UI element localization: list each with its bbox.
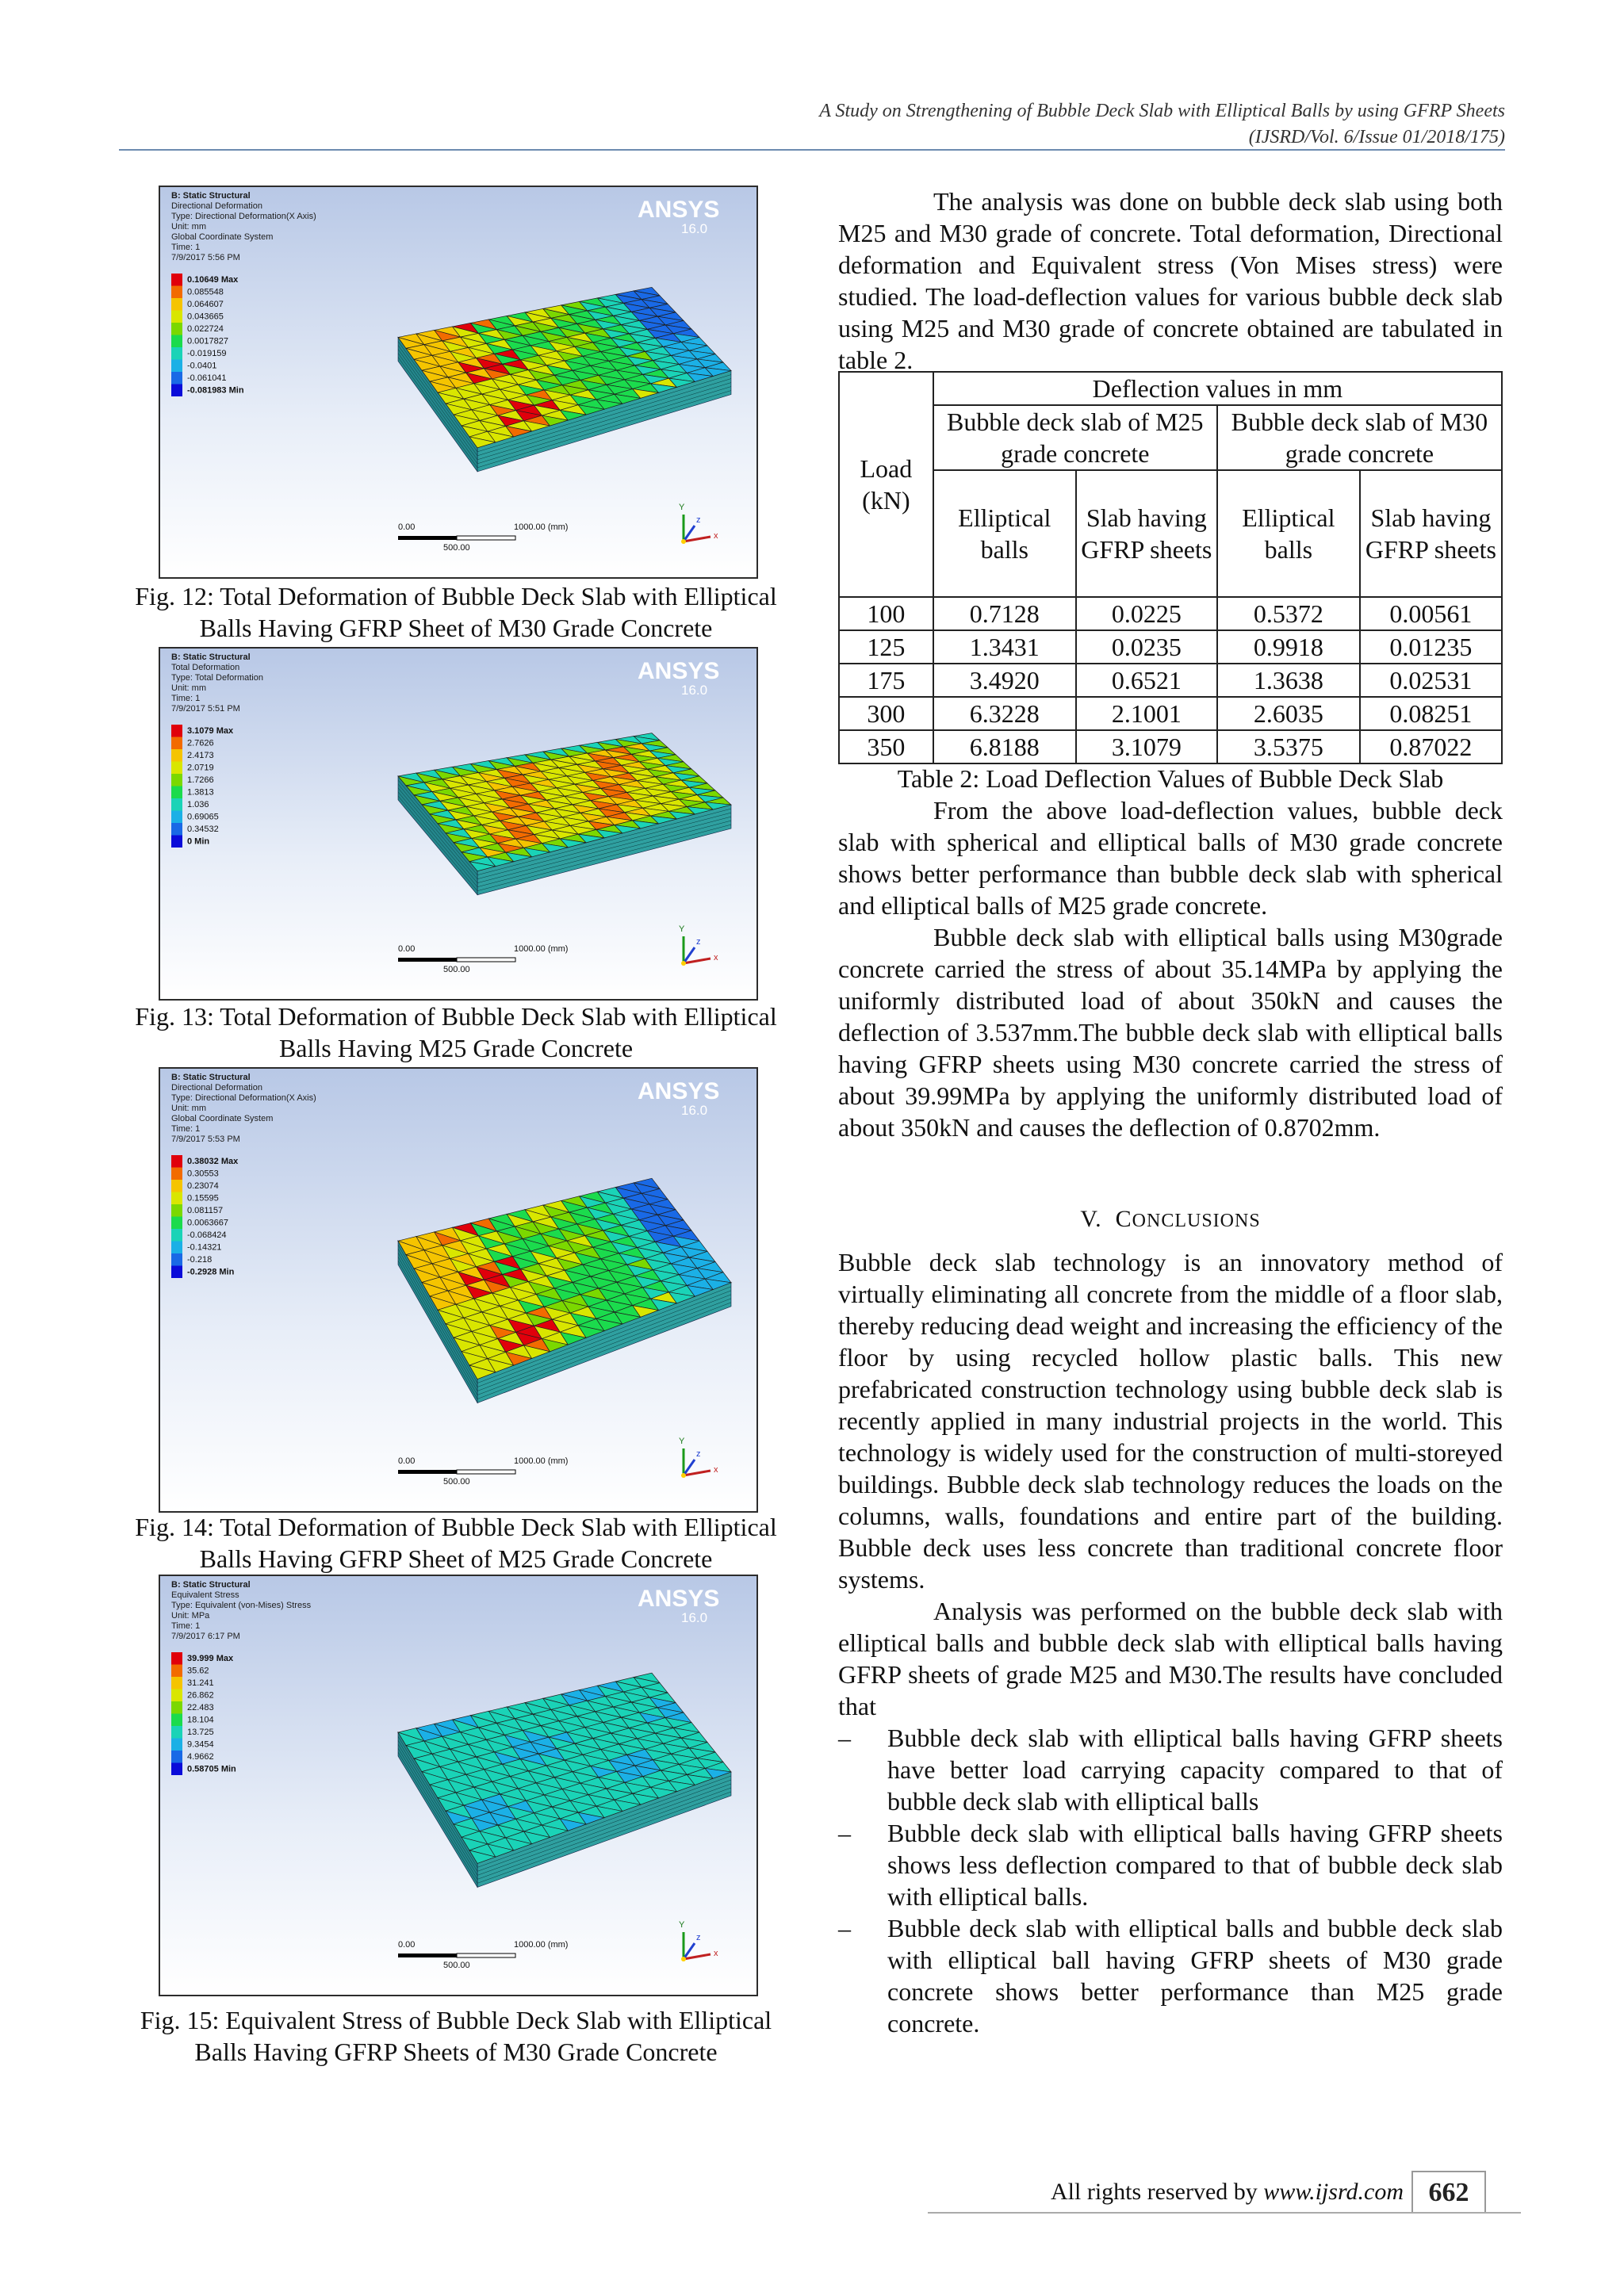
ansys-version: 16.0 (681, 683, 708, 698)
ansys-info-line: Equivalent Stress (171, 1590, 239, 1600)
list-item-text: Bubble deck slab with elliptical balls and bubble deck slab with elliptical ball having GFRP sheets of M30 grade concrete shows better performance than M25 grade concrete. (887, 1914, 1503, 2038)
legend-value: -0.081983 Min (187, 385, 244, 396)
legend-value: 1.036 (187, 800, 209, 809)
table-cell: 0.7128 (933, 597, 1076, 630)
scale-label-left: 0.00 (398, 944, 416, 954)
m30-elliptical-header: Elliptical balls (1217, 470, 1360, 597)
legend-value: -0.14321 (187, 1242, 222, 1253)
table-cell: 6.3228 (933, 697, 1076, 730)
ansys-version: 16.0 (681, 1610, 708, 1625)
ansys-info-line: Type: Directional Deformation(X Axis) (171, 1093, 316, 1103)
ansys-info-line: Total Deformation (171, 663, 240, 672)
header-title: A Study on Strengthening of Bubble Deck Slab with Elliptical Balls by using GFRP Sheets (819, 101, 1505, 121)
list-item (838, 1912, 1503, 2039)
footer-prefix: All rights reserved by (1051, 2179, 1264, 2205)
intro-paragraph: The analysis was done on bubble deck slab using both M25 and M30 grade of concrete. Total deformation, Directional deformation and Equivalent stress (Von Mises stress) were studied. The load-deflection values for various bubble deck slab using M25 and M30 grade of concrete obtained are tabulated in table 2. (838, 187, 1503, 374)
figure-15-caption: Fig. 15: Equivalent Stress of Bubble Deck Slab with Elliptical Balls Having GFRP Sheets of M30 Grade Concrete (140, 2006, 772, 2066)
list-item-text: Bubble deck slab with elliptical balls having GFRP sheets shows less deflection compared to that of bubble deck slab with elliptical balls. (887, 1819, 1503, 1911)
section-title-first: C (1115, 1206, 1132, 1232)
table-cell: 0.00561 (1360, 597, 1502, 630)
legend-value: -0.218 (187, 1255, 213, 1265)
table-cell: 1.3638 (1217, 664, 1360, 697)
ansys-info-line: B: Static Structural (171, 1580, 251, 1590)
ansys-info-line: 7/9/2017 5:51 PM (171, 704, 240, 714)
ansys-version: 16.0 (681, 1103, 708, 1118)
legend-value: 0.085548 (187, 287, 224, 297)
figure-14 (159, 1067, 758, 1513)
legend-value: 9.3454 (187, 1739, 214, 1750)
legend-value: 39.999 Max (187, 1654, 234, 1663)
table-row (839, 630, 1502, 664)
legend-value: 0.081157 (187, 1206, 224, 1215)
figure-13 (159, 647, 758, 1001)
table-cell: 3.1079 (1076, 730, 1217, 763)
bullet-dash: – (838, 1914, 851, 1942)
scale-label-mid: 500.00 (443, 1477, 470, 1487)
legend-value: 0.69065 (187, 812, 219, 822)
conclusions-paragraph-1: Bubble deck slab technology is an innovatory method of virtually eliminating all concrete from the middle of a floor slab, thereby reducing dead weight and increasing the efficiency of the floor by using recycled hollow plastic balls. This new prefabricated construction technology using bubble deck slab is recently applied in many industrial projects in the world. This technology is widely used for the construction of multi-storeyed buildings. Bubble deck slab technology reduces the loads on the columns, walls, foundations and entire part of the building. Bubble deck uses less concrete than traditional concrete floor systems. (838, 1248, 1503, 1594)
table-cell: 0.08251 (1360, 697, 1502, 730)
table-cell: 2.6035 (1217, 697, 1360, 730)
table-cell: 125 (839, 630, 933, 664)
legend-value: -0.068424 (187, 1230, 227, 1240)
legend-value: 35.62 (187, 1666, 209, 1676)
conclusions-paragraph-2: Analysis was performed on the bubble deck slab with elliptical balls and bubble deck slab with elliptical balls having GFRP sheets of grade M25 and M30.The results have concluded that (838, 1597, 1503, 1720)
axis-x-label: x (714, 531, 718, 541)
header-journal: (IJSRD/Vol. 6/Issue 01/2018/175) (1248, 127, 1505, 147)
conclusions-list (838, 1722, 1503, 2039)
table-row (839, 730, 1502, 763)
legend-value: 0.064607 (187, 300, 224, 309)
ansys-info-line: B: Static Structural (171, 652, 251, 662)
figure-14-caption: Fig. 14: Total Deformation of Bubble Deck Slab with Elliptical Balls Having GFRP Sheet of M25 Grade Concrete (135, 1513, 777, 1573)
legend-value: 0.0017827 (187, 336, 228, 346)
ansys-version: 16.0 (681, 221, 708, 236)
table-cell: 0.01235 (1360, 630, 1502, 664)
ansys-logo: ANSYS (638, 1078, 720, 1104)
ansys-info-line: Unit: MPa (171, 1611, 210, 1621)
legend-value: 0.10649 Max (187, 275, 239, 285)
legend-value: 26.862 (187, 1690, 214, 1701)
table-cell: 3.5375 (1217, 730, 1360, 763)
m30-gfrp-header: Slab having GFRP sheets (1360, 470, 1502, 597)
table-row (839, 697, 1502, 730)
legend-value: 1.3813 (187, 787, 214, 798)
list-item-text: Bubble deck slab with elliptical balls having GFRP sheets have better load carrying capacity compared to that of bubble deck slab with elliptical balls (887, 1724, 1503, 1816)
ansys-info-line: 7/9/2017 6:17 PM (171, 1632, 240, 1641)
table-cell: 0.5372 (1217, 597, 1360, 630)
ansys-info-line: 7/9/2017 5:56 PM (171, 253, 240, 262)
axis-y-label: Y (679, 503, 685, 512)
scale-label-left: 0.00 (398, 1940, 416, 1950)
figure-12 (159, 186, 758, 579)
legend-value: 0.38032 Max (187, 1157, 239, 1166)
deflection-table (838, 371, 1503, 764)
ansys-info-line: Directional Deformation (171, 1083, 262, 1093)
legend-value: -0.061041 (187, 373, 227, 383)
results-paragraph-1: From the above load-deflection values, bubble deck slab with spherical and elliptical balls of M30 grade concrete shows better performance than bubble deck slab with spherical and elliptical balls of M25 grade concrete. (838, 796, 1503, 920)
table-cell: 0.6521 (1076, 664, 1217, 697)
figure-15 (159, 1575, 758, 1996)
legend-value: 22.483 (187, 1703, 214, 1712)
ansys-info-line: Unit: mm (171, 1104, 206, 1113)
bullet-dash: – (838, 1724, 851, 1752)
group-header: Deflection values in mm (933, 372, 1502, 405)
scale-label-mid: 500.00 (443, 543, 470, 553)
ansys-info-line: Time: 1 (171, 243, 201, 252)
ansys-plot (160, 1576, 756, 1995)
ansys-logo: ANSYS (638, 1586, 720, 1612)
table-cell: 0.87022 (1360, 730, 1502, 763)
legend-value: 2.0719 (187, 763, 214, 773)
scale-label-mid: 500.00 (443, 1961, 470, 1970)
ansys-info-line: 7/9/2017 5:53 PM (171, 1135, 240, 1144)
legend-value: 0.34532 (187, 825, 219, 834)
ansys-info-line: Type: Directional Deformation(X Axis) (171, 212, 316, 221)
legend-value: 0.043665 (187, 312, 224, 322)
results-text (838, 794, 1503, 1143)
legend-value: 0.58705 Min (187, 1764, 236, 1774)
footer-copyright (952, 2176, 1404, 2208)
axis-z-label: z (696, 515, 701, 525)
intro-paragraph-block (838, 186, 1503, 376)
legend-value: 4.9662 (187, 1752, 214, 1762)
results-paragraph-2: Bubble deck slab with elliptical balls using M30grade concrete carried the stress of about 35.14MPa by applying the uniformly distributed load of about 350kN and causes the deflection of 3.537mm.The bubble deck slab with elliptical balls having GFRP sheets using M30 concrete carried the stress of about 39.99MPa by applying the uniformly distributed load of about 350kN and causes the deflection of 0.8702mm. (838, 923, 1503, 1142)
legend-value: -0.2928 Min (187, 1267, 235, 1277)
table-cell: 350 (839, 730, 933, 763)
table-row (839, 664, 1502, 697)
legend-value: 0.0063667 (187, 1218, 228, 1228)
table-cell: 3.4920 (933, 664, 1076, 697)
page-number: 662 (1411, 2171, 1486, 2214)
legend-value: 1.7266 (187, 775, 214, 785)
axis-x-label: x (714, 953, 718, 962)
ansys-info-line: Unit: mm (171, 683, 206, 693)
section-number: V. (1080, 1206, 1102, 1232)
axis-x-label: x (714, 1465, 718, 1475)
m25-gfrp-header: Slab having GFRP sheets (1076, 470, 1217, 597)
section-title-rest: ONCLUSIONS (1132, 1211, 1261, 1231)
table-cell: 2.1001 (1076, 697, 1217, 730)
figure-12-caption: Fig. 12: Total Deformation of Bubble Deck Slab with Elliptical Balls Having GFRP Sheet of M30 Grade Concrete (135, 582, 777, 642)
legend-value: 13.725 (187, 1728, 214, 1737)
m25-header: Bubble deck slab of M25 grade concrete (933, 405, 1217, 470)
ansys-logo: ANSYS (638, 658, 720, 684)
footer-site-link[interactable]: www.ijsrd.com (1263, 2179, 1404, 2205)
axis-x-label: x (714, 1949, 718, 1958)
table-cell: 0.9918 (1217, 630, 1360, 664)
axis-z-label: z (696, 937, 701, 947)
m25-elliptical-header: Elliptical balls (933, 470, 1076, 597)
table-row (839, 597, 1502, 630)
ansys-plot (160, 187, 756, 577)
table-cell: 175 (839, 664, 933, 697)
axis-y-label: Y (679, 1437, 685, 1446)
ansys-info-line: Global Coordinate System (171, 232, 274, 242)
ansys-info-line: Time: 1 (171, 1621, 201, 1631)
ansys-info-line: Global Coordinate System (171, 1114, 274, 1123)
axis-z-label: z (696, 1449, 701, 1459)
table-caption: Table 2: Load Deflection Values of Bubble Deck Slab (897, 764, 1444, 793)
list-item (838, 1722, 1503, 1817)
table-cell: 300 (839, 697, 933, 730)
ansys-info-line: Unit: mm (171, 222, 206, 232)
table-cell: 6.8188 (933, 730, 1076, 763)
legend-value: 0.022724 (187, 324, 224, 334)
legend-value: 18.104 (187, 1715, 214, 1725)
ansys-info-line: Directional Deformation (171, 201, 262, 211)
table-cell: 100 (839, 597, 933, 630)
m30-header: Bubble deck slab of M30 grade concrete (1217, 405, 1502, 470)
legend-value: 2.7626 (187, 738, 214, 748)
table-cell: 0.02531 (1360, 664, 1502, 697)
header-rule (119, 149, 1505, 151)
ansys-info-line: B: Static Structural (171, 1073, 251, 1082)
footer-rule (928, 2212, 1521, 2214)
ansys-plot (160, 1069, 756, 1511)
scale-label-left: 0.00 (398, 1456, 416, 1466)
legend-value: 0.30553 (187, 1169, 219, 1179)
legend-value: 0 Min (187, 836, 210, 847)
running-header (633, 98, 1505, 151)
scale-label-right: 1000.00 (mm) (514, 522, 569, 532)
legend-value: 2.4173 (187, 751, 214, 760)
axis-y-label: Y (679, 924, 685, 934)
ansys-logo: ANSYS (638, 197, 720, 223)
legend-value: -0.0401 (187, 361, 217, 371)
table-cell: 0.0235 (1076, 630, 1217, 664)
ansys-info-line: Type: Total Deformation (171, 673, 263, 683)
ansys-info-line: Type: Equivalent (von-Mises) Stress (171, 1601, 312, 1610)
ansys-info-line: Time: 1 (171, 694, 201, 703)
legend-value: -0.019159 (187, 349, 227, 358)
ansys-info-line: Time: 1 (171, 1124, 201, 1134)
list-item (838, 1817, 1503, 1912)
scale-label-mid: 500.00 (443, 965, 470, 974)
table-cell: 0.0225 (1076, 597, 1217, 630)
ansys-info-line: B: Static Structural (171, 191, 251, 201)
scale-label-left: 0.00 (398, 522, 416, 532)
section-heading (838, 1203, 1503, 1237)
legend-value: 0.23074 (187, 1181, 219, 1191)
conclusions-text (838, 1246, 1503, 2039)
scale-label-right: 1000.00 (mm) (514, 1940, 569, 1950)
figure-13-caption: Fig. 13: Total Deformation of Bubble Deck Slab with Elliptical Balls Having M25 Grade Concrete (135, 1002, 777, 1062)
axis-z-label: z (696, 1933, 701, 1942)
ansys-plot (160, 649, 756, 999)
axis-y-label: Y (679, 1920, 685, 1930)
scale-label-right: 1000.00 (mm) (514, 1456, 569, 1466)
table-cell: 1.3431 (933, 630, 1076, 664)
legend-value: 31.241 (187, 1678, 214, 1688)
bullet-dash: – (838, 1819, 851, 1847)
scale-label-right: 1000.00 (mm) (514, 944, 569, 954)
legend-value: 0.15595 (187, 1193, 219, 1203)
legend-value: 3.1079 Max (187, 726, 234, 736)
load-header: Load (kN) (839, 372, 933, 597)
